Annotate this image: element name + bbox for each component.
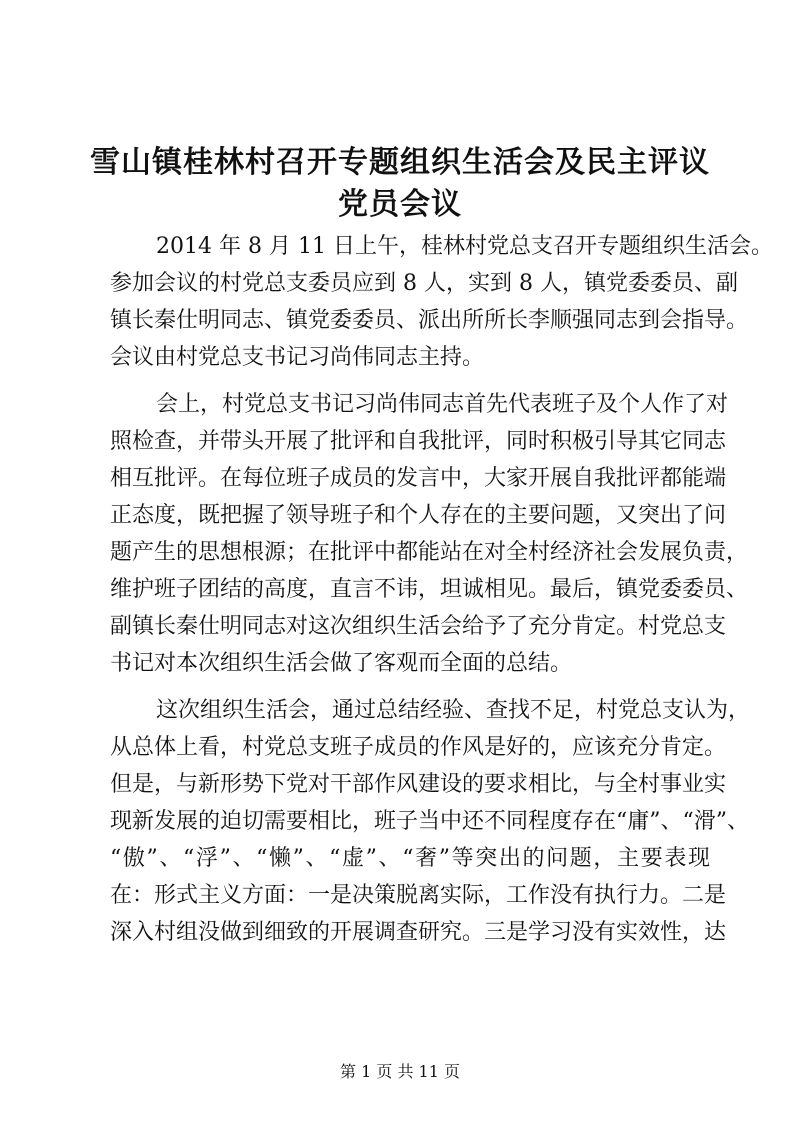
text-line: 维护班子团结的高度，直言不讳，坦诚相见。最后，镇党委委员、 bbox=[110, 577, 749, 602]
document-title bbox=[90, 142, 710, 226]
text-line: 这次组织生活会，通过总结经验、查找不足，村党总支认为， bbox=[156, 698, 751, 723]
text-line: 但是，与新形势下党对干部作风建设的要求相比，与全村事业实 bbox=[110, 772, 727, 797]
text-line: 参加会议的村党总支委员应到 8 人，实到 8 人，镇党委委员、副 bbox=[110, 271, 738, 296]
text-line: 会上，村党总支书记习尚伟同志首先代表班子及个人作了对 bbox=[156, 392, 729, 417]
text-line: 从总体上看，村党总支班子成员的作风是好的，应该充分肯定。 bbox=[110, 735, 727, 760]
text-line: 副镇长秦仕明同志对这次组织生活会给予了充分肯定。村党总支 bbox=[110, 614, 727, 639]
page-number-label: 第 1 页 共 11 页 bbox=[340, 1062, 460, 1081]
text-line: 书记对本次组织生活会做了客观而全面的总结。 bbox=[110, 651, 573, 676]
paragraph-3 bbox=[110, 692, 751, 951]
document-body bbox=[110, 228, 773, 951]
title-line-1: 雪山镇桂林村召开专题组织生活会及民主评议 bbox=[90, 145, 710, 180]
paragraph-1 bbox=[110, 228, 773, 376]
text-line: 正态度，既把握了领导班子和个人存在的主要问题，又突出了问 bbox=[110, 503, 727, 528]
text-line: 照检查，并带头开展了批评和自我批评，同时积极引导其它同志 bbox=[110, 429, 727, 454]
text-line: 会议由村党总支书记习尚伟同志主持。 bbox=[110, 345, 485, 370]
text-line: 在：形式主义方面：一是决策脱离实际，工作没有执行力。二是 bbox=[110, 883, 727, 908]
text-line: 相互批评。在每位班子成员的发言中，大家开展自我批评都能端 bbox=[110, 466, 727, 491]
paragraph-2 bbox=[110, 386, 749, 682]
text-line: 2014 年 8 月 11 日上午，桂林村党总支召开专题组织生活会。 bbox=[156, 234, 773, 259]
text-line: “傲”、“浮”、“懒”、“虚”、“奢”等突出的问题，主要表现 bbox=[110, 846, 710, 871]
text-line: 深入村组没做到细致的开展调查研究。三是学习没有实效性，达 bbox=[110, 920, 727, 945]
page-footer bbox=[0, 1062, 800, 1082]
text-line: 镇长秦仕明同志、镇党委委员、派出所所长李顺强同志到会指导。 bbox=[110, 308, 749, 333]
text-line: 现新发展的迫切需要相比，班子当中还不同程度存在“庸”、“滑”、 bbox=[110, 809, 749, 834]
text-line: 题产生的思想根源；在批评中都能站在对全村经济社会发展负责， bbox=[110, 540, 749, 565]
title-line-2: 党员会议 bbox=[338, 187, 462, 222]
